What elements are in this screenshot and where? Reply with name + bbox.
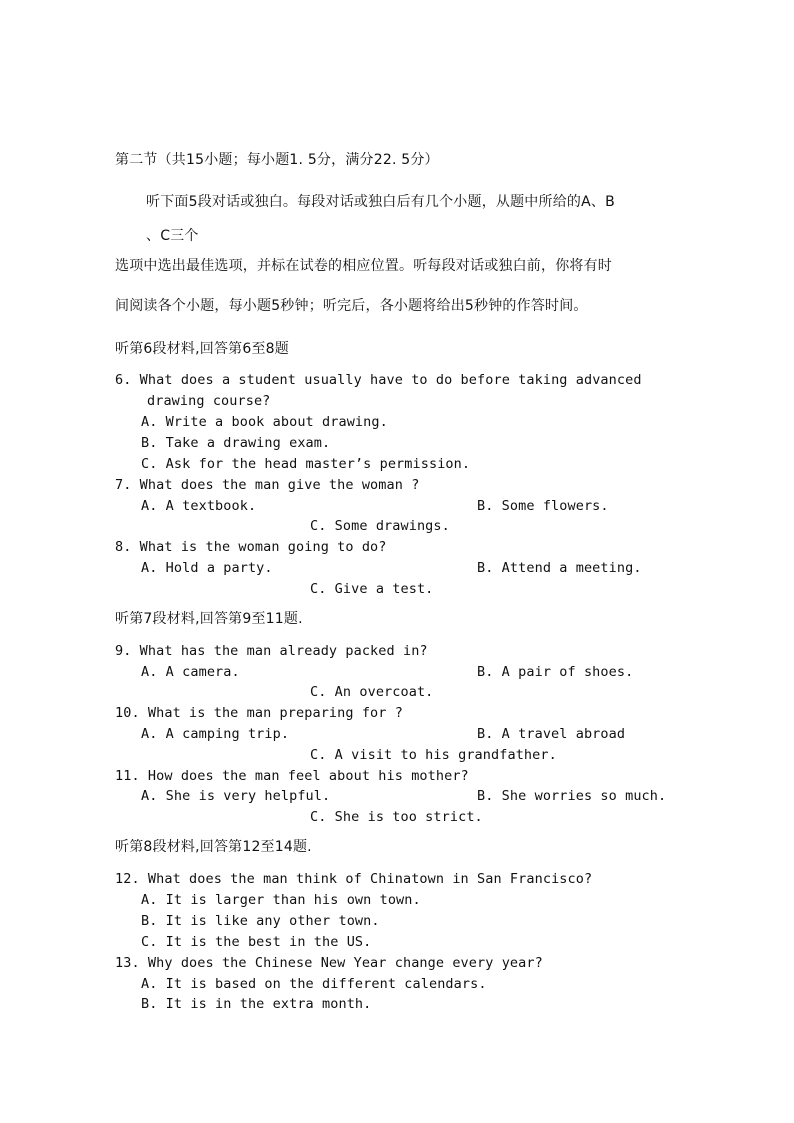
question-stem: 6. What does a student usually have to do before taking advanced: [115, 372, 642, 388]
option-b: B. A travel abroad: [477, 726, 626, 742]
option-a: A. It is larger than his own town.: [141, 892, 421, 908]
question-stem: 7. What does the man give the woman ?: [115, 477, 420, 493]
question-stem: 13. Why does the Chinese New Year change every year?: [115, 955, 543, 971]
option-b: B. She worries so much.: [477, 788, 667, 804]
option-b: B. Attend a meeting.: [477, 560, 642, 576]
question-stem: 12. What does the man think of Chinatown in San Francisco?: [115, 871, 593, 887]
option-a: A. Write a book about drawing.: [141, 414, 388, 430]
option-a: A. A textbook.: [141, 498, 257, 514]
option-a: A. Hold a party.: [141, 560, 273, 576]
question-stem: 10. What is the man preparing for ?: [115, 705, 403, 721]
option-b: B. It is like any other town.: [141, 913, 380, 929]
option-c: C. An overcoat.: [310, 684, 434, 700]
option-c: C. Some drawings.: [310, 518, 450, 534]
option-b: B. Take a drawing exam.: [141, 435, 331, 451]
group-header: 听第8段材料,回答第12至14题.: [115, 839, 312, 855]
question-stem: 8. What is the woman going to do?: [115, 539, 387, 555]
instructions-line-2: 、C三个: [146, 228, 199, 244]
option-c: C. Ask for the head master’s permission.: [141, 456, 471, 472]
question-stem: 11. How does the man feel about his mother?: [115, 768, 469, 784]
instructions-line-1: 听下面5段对话或独白。每段对话或独白后有几个小题，从题中所给的A、B: [146, 194, 615, 210]
question-stem: 9. What has the man already packed in?: [115, 643, 428, 659]
option-b: B. It is in the extra month.: [141, 996, 372, 1012]
option-c: C. It is the best in the US.: [141, 934, 372, 950]
option-a: A. A camera.: [141, 664, 240, 680]
instructions-line-4: 间阅读各个小题，每小题5秒钟；听完后，各小题将给出5秒钟的作答时间。: [115, 298, 588, 314]
option-b: B. A pair of shoes.: [477, 664, 634, 680]
option-c: C. Give a test.: [310, 581, 434, 597]
group-header: 听第6段材料,回答第6至8题: [115, 341, 289, 357]
instructions-line-3: 选项中选出最佳选项，并标在试卷的相应位置。听每段对话或独白前，你将有时: [115, 258, 612, 274]
option-c: C. She is too strict.: [310, 809, 483, 825]
question-stem-continued: drawing course?: [147, 393, 271, 409]
section-title: 第二节（共15小题；每小题1. 5分，满分22. 5分）: [115, 152, 439, 168]
option-a: A. It is based on the different calendars.: [141, 976, 487, 992]
option-a: A. A camping trip.: [141, 726, 290, 742]
option-b: B. Some flowers.: [477, 498, 609, 514]
option-c: C. A visit to his grandfather.: [310, 747, 557, 763]
option-a: A. She is very helpful.: [141, 788, 331, 804]
group-header: 听第7段材料,回答第9至11题.: [115, 611, 303, 627]
